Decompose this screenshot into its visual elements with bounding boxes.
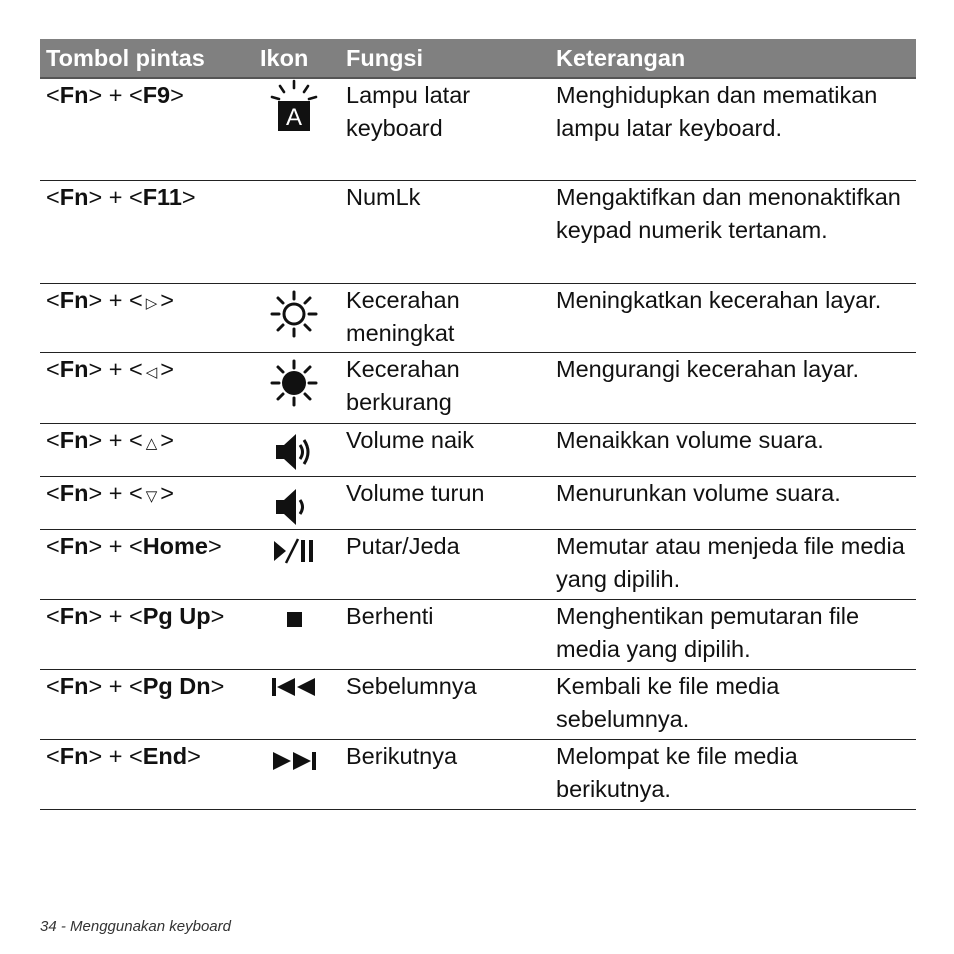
description-cell: Menurunkan volume suara. xyxy=(556,480,841,506)
table-row xyxy=(40,79,916,181)
description-cell: Menghentikan pemutaran file media yang dipilih. xyxy=(556,603,860,662)
shortcut-key: End xyxy=(142,743,188,769)
page-footer: 34 - Menggunakan keyboard xyxy=(40,918,231,935)
shortcut-cell: <Fn> + < △ > xyxy=(46,427,174,453)
empty-icon-cell xyxy=(247,181,340,283)
brightness-down-icon xyxy=(247,353,340,423)
shortcut-cell: <Fn> + <Home> xyxy=(46,533,222,559)
svg-text:A: A xyxy=(285,104,302,131)
function-cell: Putar/Jeda xyxy=(346,533,460,559)
shortcut-key: F11 xyxy=(142,184,182,210)
table-row xyxy=(40,353,916,424)
brightness-up-icon xyxy=(247,284,340,352)
table-row xyxy=(40,600,916,670)
description-cell: Memutar atau menjeda file media yang dipilih. xyxy=(556,533,905,592)
shortcut-table xyxy=(40,39,916,810)
volume-up-icon xyxy=(247,424,340,476)
fn-key: Fn xyxy=(59,184,89,210)
table-row xyxy=(40,740,916,810)
function-cell: Volume naik xyxy=(346,427,475,453)
table-row xyxy=(40,477,916,530)
fn-key: Fn xyxy=(59,82,89,108)
fn-key: Fn xyxy=(59,356,89,382)
keyboard-backlight-icon xyxy=(247,79,340,180)
shortcut-cell: <Fn> + < ▽ > xyxy=(46,480,174,506)
shortcut-cell: <Fn> + <Pg Dn> xyxy=(46,673,225,699)
shortcut-cell: <Fn> + <F11> xyxy=(46,184,196,210)
volume-down-icon xyxy=(247,477,340,529)
header-icon: Ikon xyxy=(260,44,309,71)
function-cell: Berhenti xyxy=(346,603,434,629)
header-shortcut: Tombol pintas xyxy=(46,44,205,71)
fn-key: Fn xyxy=(59,603,89,629)
previous-track-icon xyxy=(247,670,340,739)
table-row xyxy=(40,424,916,477)
function-cell: Sebelumnya xyxy=(346,673,477,699)
function-cell: Kecerahan meningkat xyxy=(346,287,460,346)
table-header xyxy=(40,39,916,79)
shortcut-key: F9 xyxy=(142,82,171,108)
shortcut-key: ▽ xyxy=(145,488,158,505)
fn-key: Fn xyxy=(59,533,89,559)
fn-key: Fn xyxy=(59,427,89,453)
table-row xyxy=(40,530,916,600)
shortcut-key: △ xyxy=(145,435,158,452)
shortcut-key: Pg Up xyxy=(142,603,211,629)
fn-key: Fn xyxy=(59,287,89,313)
description-cell: Melompat ke file media berikutnya. xyxy=(556,743,798,802)
description-cell: Meningkatkan kecerahan layar. xyxy=(556,287,882,313)
shortcut-key: Pg Dn xyxy=(142,673,211,699)
shortcut-cell: <Fn> + < ▷ > xyxy=(46,287,174,313)
function-cell: Kecerahan berkurang xyxy=(346,356,460,415)
table-row xyxy=(40,670,916,740)
function-cell: Berikutnya xyxy=(346,743,458,769)
shortcut-key: ▷ xyxy=(145,295,158,312)
function-cell: Lampu latar keyboard xyxy=(346,82,471,141)
table-body xyxy=(40,79,916,810)
header-description: Keterangan xyxy=(556,44,686,71)
header-function: Fungsi xyxy=(346,44,424,71)
shortcut-cell: <Fn> + <F9> xyxy=(46,82,184,108)
table-row xyxy=(40,284,916,353)
fn-key: Fn xyxy=(59,743,89,769)
function-cell: Volume turun xyxy=(346,480,485,506)
description-cell: Menaikkan volume suara. xyxy=(556,427,824,453)
play-pause-icon xyxy=(247,530,340,599)
shortcut-cell: <Fn> + <Pg Up> xyxy=(46,603,225,629)
table-row xyxy=(40,181,916,284)
fn-key: Fn xyxy=(59,480,89,506)
description-cell: Mengaktifkan dan menonaktifkan keypad numerik tertanam. xyxy=(556,184,901,243)
shortcut-cell: <Fn> + < ◁ > xyxy=(46,356,174,382)
fn-key: Fn xyxy=(59,673,89,699)
description-cell: Mengurangi kecerahan layar. xyxy=(556,356,860,382)
function-cell: NumLk xyxy=(346,184,421,210)
description-cell: Kembali ke file media sebelumnya. xyxy=(556,673,780,732)
shortcut-key: Home xyxy=(142,533,208,559)
stop-icon xyxy=(247,600,340,669)
shortcut-cell: <Fn> + <End> xyxy=(46,743,201,769)
next-track-icon xyxy=(247,740,340,809)
shortcut-key: ◁ xyxy=(145,364,158,381)
description-cell: Menghidupkan dan mematikan lampu latar keyboard. xyxy=(556,82,878,141)
